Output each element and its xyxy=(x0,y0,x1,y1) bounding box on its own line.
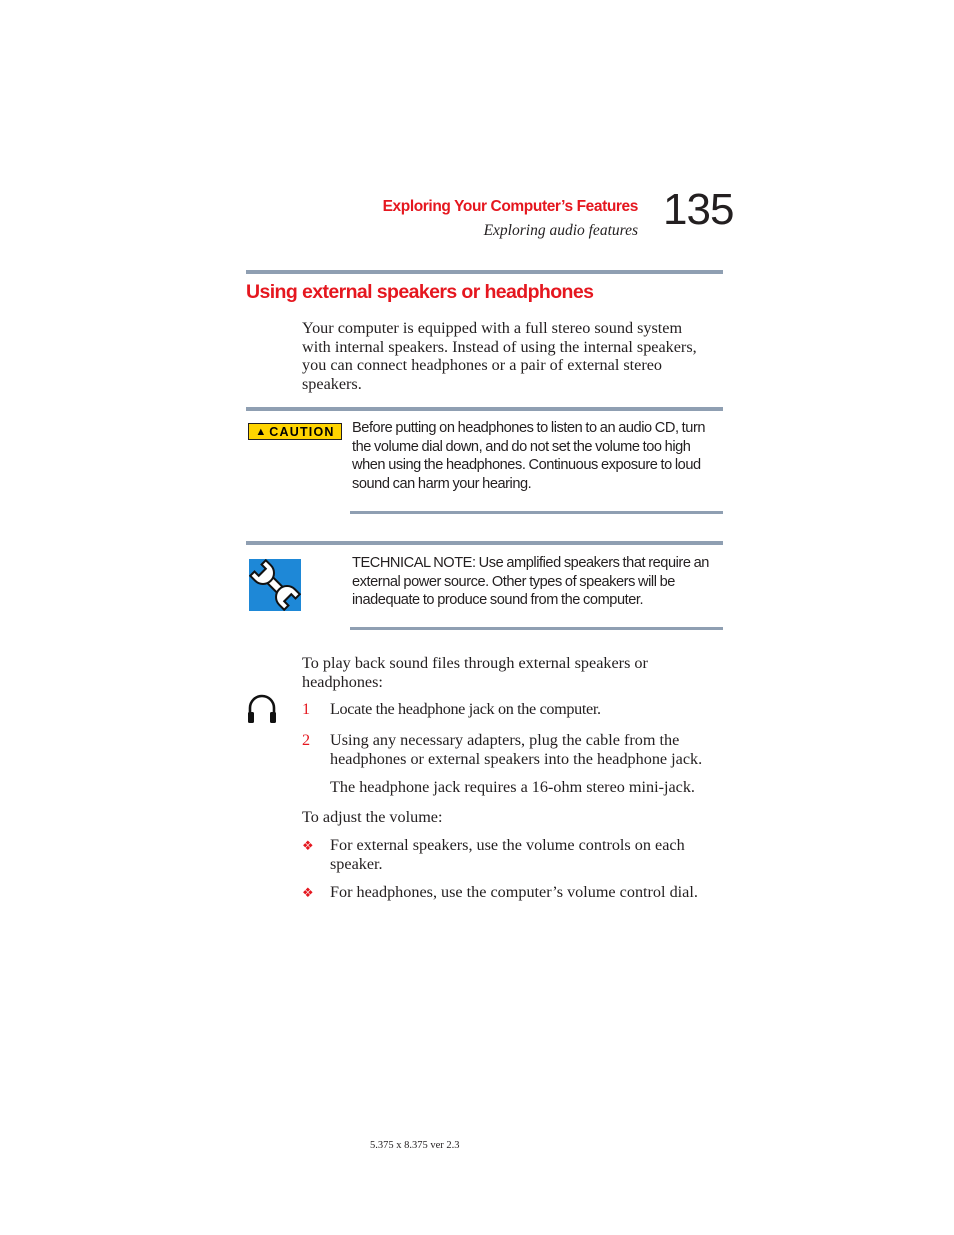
tech-note-top-rule xyxy=(246,541,723,545)
page-footer: 5.375 x 8.375 ver 2.3 xyxy=(370,1140,460,1151)
bullet-diamond-icon: ❖ xyxy=(302,838,314,853)
headphones-icon xyxy=(246,693,278,725)
tech-note-bottom-rule xyxy=(350,627,723,630)
playback-intro xyxy=(302,654,648,691)
bullet-diamond-icon: ❖ xyxy=(302,885,314,900)
tech-note-line: external power source. Other types of speakers will be xyxy=(352,573,675,590)
caution-line: Before putting on headphones to listen to an audio CD, turn xyxy=(352,420,706,436)
intro-line: Your computer is equipped with a full stereo sound system xyxy=(302,319,683,337)
running-header-section: Exploring audio features xyxy=(483,222,638,239)
section-top-rule xyxy=(246,270,723,274)
step-line: Using any necessary adapters, plug the cable from the xyxy=(330,731,680,749)
intro-line: you can connect headphones or a pair of external stereo xyxy=(302,356,663,375)
bullet-text xyxy=(330,836,685,873)
step-line: headphones or external speakers into the headphone jack. xyxy=(330,749,703,768)
tech-note-text xyxy=(352,554,709,610)
caution-top-rule xyxy=(246,407,723,411)
intro-line: speakers. xyxy=(302,375,362,394)
step-note: The headphone jack requires a 16-ohm stereo mini-jack. xyxy=(330,778,695,796)
section-title: Using external speakers or headphones xyxy=(246,281,594,303)
caution-text xyxy=(352,419,705,494)
intro-paragraph xyxy=(302,319,697,394)
bullet-line: For headphones, use the computer’s volume control dial. xyxy=(330,883,698,901)
tech-note-line: TECHNICAL NOTE: Use amplified speakers that require an xyxy=(352,555,709,571)
caution-badge xyxy=(248,423,342,440)
playback-intro-line: To play back sound files through external speakers or xyxy=(302,654,648,672)
caution-bottom-rule xyxy=(350,511,723,514)
caution-line: sound can harm your hearing. xyxy=(352,476,532,493)
warning-triangle-icon: ▲ xyxy=(255,425,267,438)
caution-line: when using the headphones. Continuous exposure to loud xyxy=(352,457,701,474)
page-number: 135 xyxy=(663,185,734,234)
step-text xyxy=(330,700,601,719)
step-number: 1 xyxy=(302,700,311,718)
step-line: Locate the headphone jack on the computer. xyxy=(330,700,601,718)
wrench-icon xyxy=(249,559,301,611)
bullet-line: For external speakers, use the volume controls on each xyxy=(330,836,685,854)
tech-note-line: inadequate to produce sound from the computer. xyxy=(352,592,644,609)
adjust-volume-intro: To adjust the volume: xyxy=(302,808,443,826)
bullet-text xyxy=(330,883,698,902)
bullet-line: speaker. xyxy=(330,854,383,873)
playback-intro-line: headphones: xyxy=(302,672,383,691)
caution-badge-label: CAUTION xyxy=(269,424,335,439)
step-text xyxy=(330,731,702,768)
step-number: 2 xyxy=(302,731,311,749)
caution-line: the volume dial down, and do not set the volume too high xyxy=(352,438,691,455)
intro-line: with internal speakers. Instead of using the internal speakers, xyxy=(302,337,697,356)
running-header-chapter: Exploring Your Computer’s Features xyxy=(382,198,638,215)
